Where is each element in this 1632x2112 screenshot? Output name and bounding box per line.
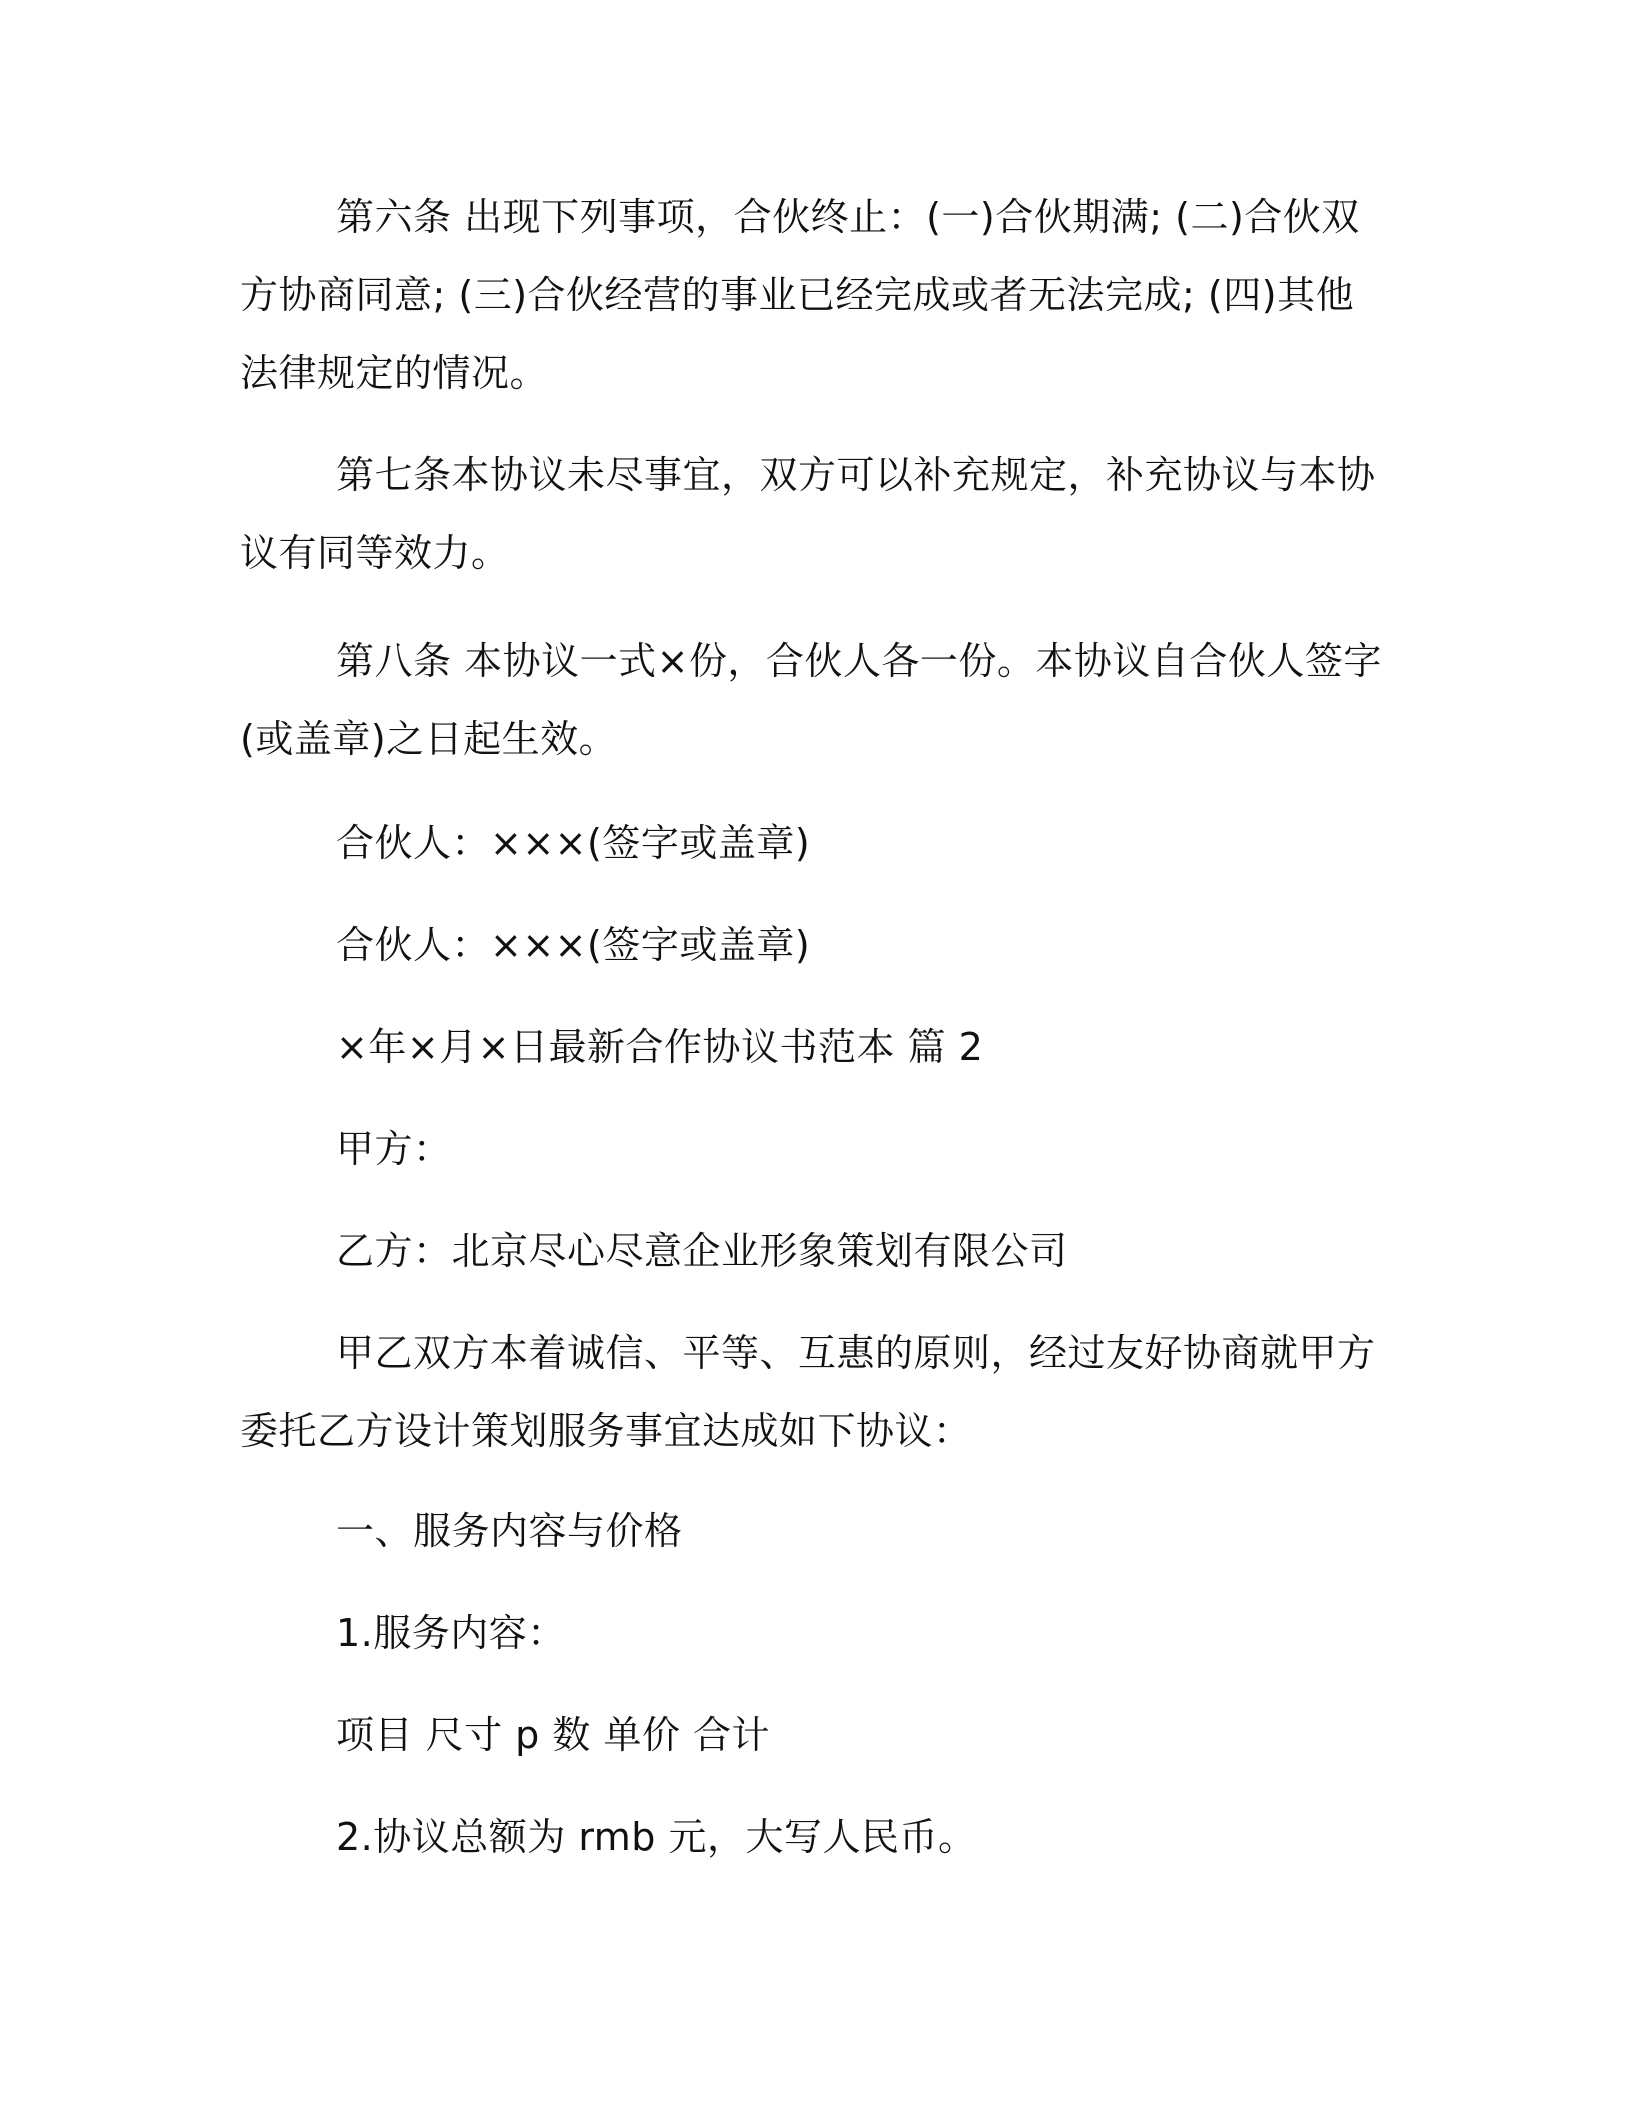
agreement-total-item: 2.协议总额为 rmb 元，大写人民币。 bbox=[336, 1815, 977, 1859]
article-6-paragraph: 第六条 出现下列事项，合伙终止：(一)合伙期满; (二)合伙双方协商同意; (三)合伙经营的事业已经完成或者无法完成; (四)其他法律规定的情况。 bbox=[240, 195, 1360, 395]
party-b-line: 乙方：北京尽心尽意企业形象策划有限公司 bbox=[336, 1229, 1068, 1273]
service-content-item: 1.服务内容： bbox=[336, 1611, 566, 1655]
article-7-paragraph: 第七条本协议未尽事宜，双方可以补充规定，补充协议与本协议有同等效力。 bbox=[240, 453, 1376, 575]
service-table-header: 项目 尺寸 p 数 单价 合计 bbox=[336, 1713, 771, 1757]
partner-signature-line-2: 合伙人：×××(签字或盖章) bbox=[336, 923, 811, 967]
party-a-line: 甲方： bbox=[336, 1127, 452, 1171]
date-and-section-title: ×年×月×日最新合作协议书范本 篇 2 bbox=[336, 1025, 984, 1069]
preamble-paragraph: 甲乙双方本着诚信、平等、互惠的原则，经过友好协商就甲方委托乙方设计策划服务事宜达成如下协议： bbox=[240, 1331, 1376, 1453]
article-8-paragraph: 第八条 本协议一式×份，合伙人各一份。本协议自合伙人签字(或盖章)之日起生效。 bbox=[240, 639, 1382, 761]
partner-signature-line-1: 合伙人：×××(签字或盖章) bbox=[336, 821, 811, 865]
section-heading-services: 一、服务内容与价格 bbox=[336, 1509, 683, 1553]
